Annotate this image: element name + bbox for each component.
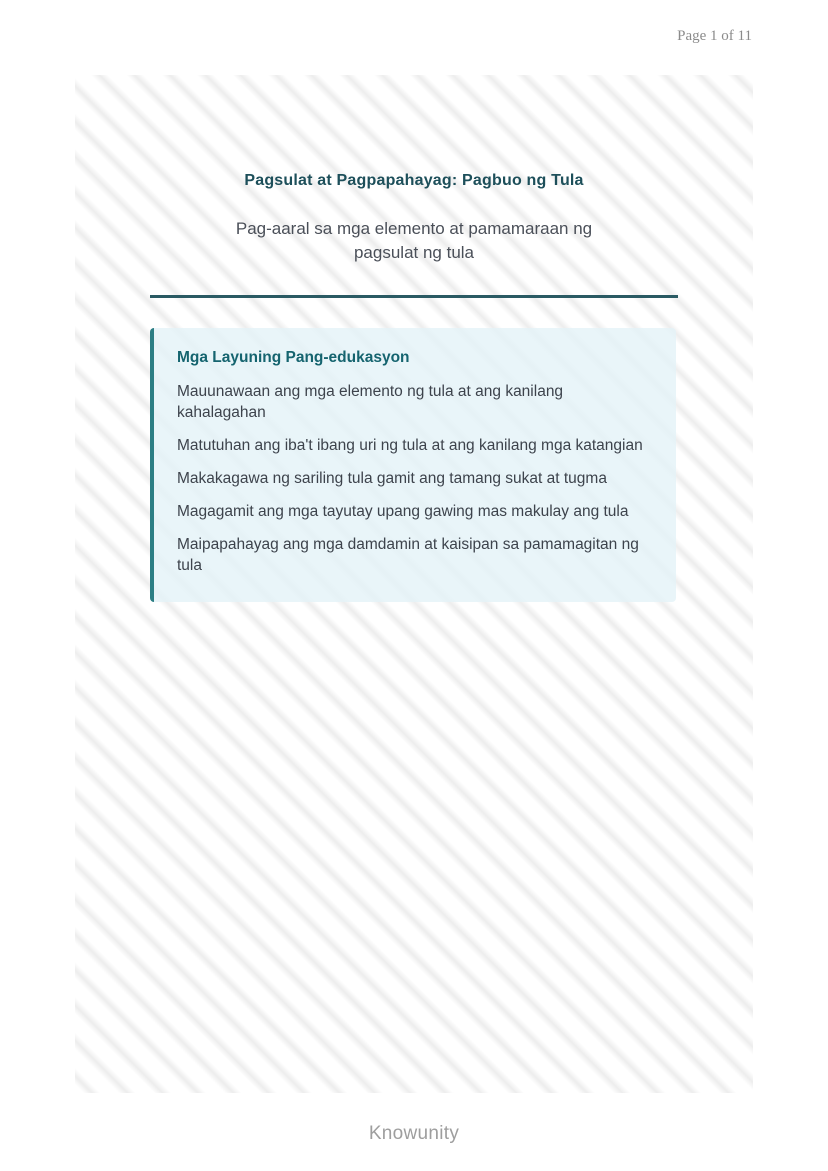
objective-item: Magagamit ang mga tayutay upang gawing mas makulay ang tula bbox=[177, 503, 629, 520]
objectives-box bbox=[150, 328, 676, 602]
page-number: Page 1 of 11 bbox=[677, 28, 752, 44]
section-divider bbox=[150, 295, 678, 298]
objective-item: Makakagawa ng sariling tula gamit ang tamang sukat at tugma bbox=[177, 470, 607, 487]
objective-item: Mauunawaan ang mga elemento ng tula at ang kanilang kahalagahan bbox=[177, 383, 564, 421]
objective-item: Maipapahayag ang mga damdamin at kaisipan sa pamamagitan ng tula bbox=[177, 536, 639, 574]
footer-brand: Knowunity bbox=[368, 1123, 460, 1144]
content-sheet bbox=[75, 75, 753, 1093]
document-title: Pagsulat at Pagpapahayag: Pagbuo ng Tula bbox=[244, 172, 584, 189]
document-subtitle: Pag-aaral sa mga elemento at pamamaraan ng pagsulat ng tula bbox=[235, 219, 593, 262]
objective-item: Matutuhan ang iba't ibang uri ng tula at ang kanilang mga katangian bbox=[177, 437, 643, 454]
objectives-heading: Mga Layuning Pang-edukasyon bbox=[177, 349, 410, 366]
